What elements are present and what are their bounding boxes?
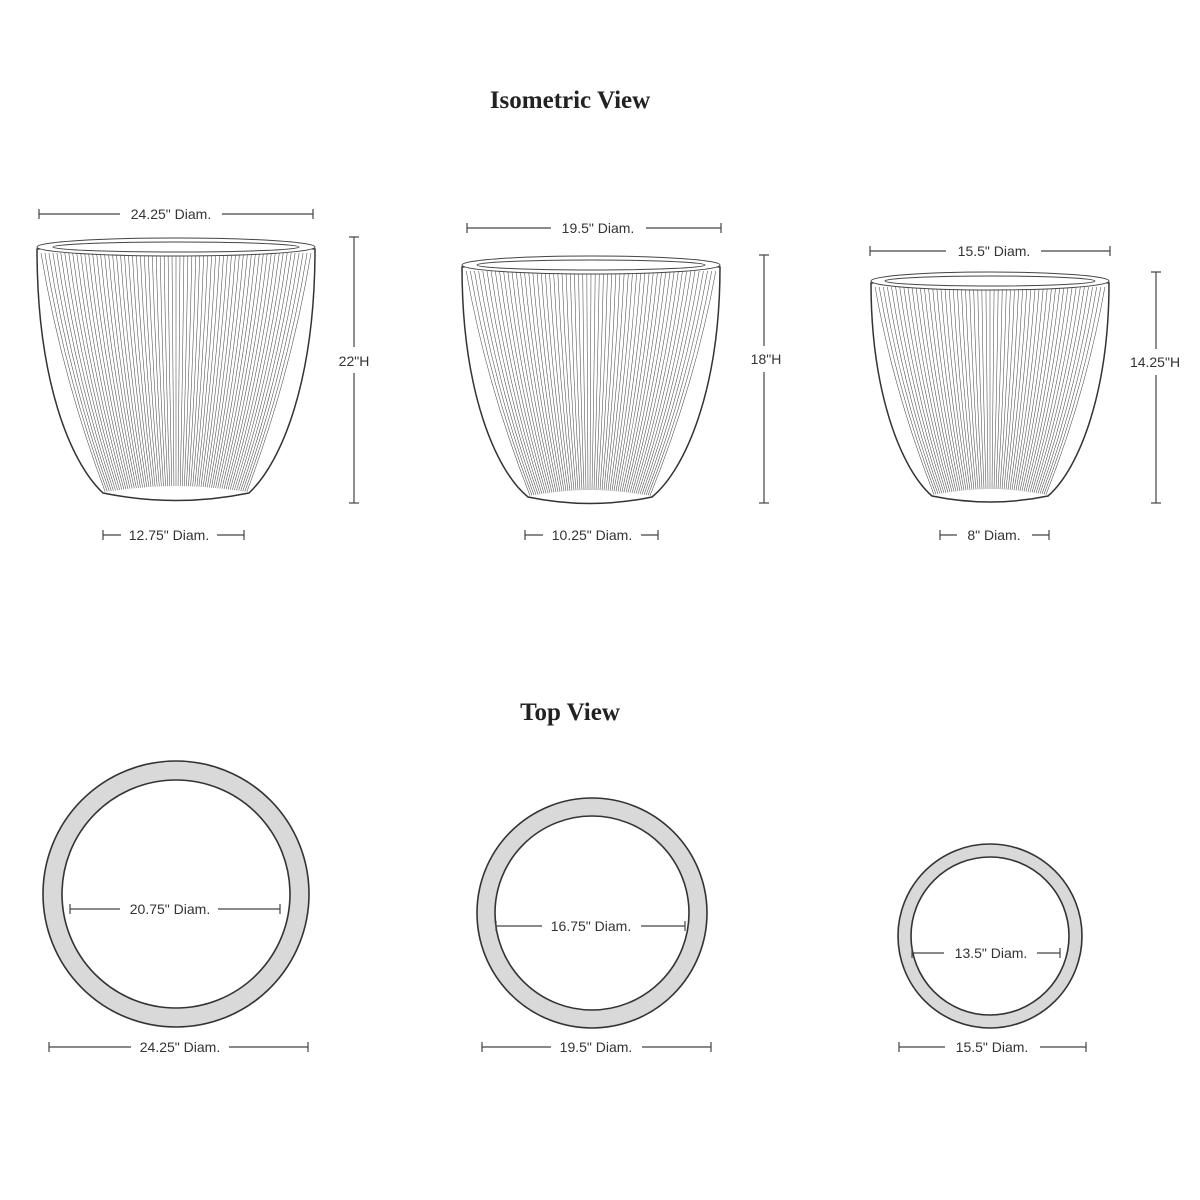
- iso-small-height-label: 14.25"H: [1129, 354, 1181, 370]
- iso-small-bottom-diameter-label: 8" Diam.: [967, 527, 1021, 543]
- iso-large-bottom-dimension: [103, 527, 244, 543]
- top-large-inner-circle: [62, 780, 290, 1008]
- iso-small-height-dimension: [1130, 272, 1180, 503]
- iso-medium-bottom-dimension: [525, 527, 658, 543]
- top-view-title: Top View: [520, 699, 620, 726]
- top-small-inner-circle: [911, 857, 1069, 1015]
- isometric-view-title: Isometric View: [489, 87, 651, 114]
- top-pot-medium: [477, 798, 711, 1055]
- iso-small-top-diameter-label: 15.5" Diam.: [957, 243, 1031, 259]
- top-medium-inner-diameter-label: 16.75" Diam.: [550, 918, 632, 934]
- iso-large-top-dimension: [39, 206, 313, 222]
- iso-large-height-dimension: [339, 237, 370, 503]
- iso-medium-bottom-diameter-label: 10.25" Diam.: [551, 527, 633, 543]
- top-pot-small: [898, 844, 1086, 1055]
- iso-pot-small: [870, 243, 1180, 543]
- iso-medium-top-diameter-label: 19.5" Diam.: [561, 220, 635, 236]
- iso-small-top-dimension: [870, 243, 1110, 259]
- top-large-outer-dimension: [49, 1039, 308, 1055]
- iso-medium-top-dimension: [467, 220, 721, 236]
- top-medium-outer-dimension: [482, 1039, 711, 1055]
- top-small-outer-dimension: [899, 1039, 1086, 1055]
- iso-large-bottom-diameter-label: 12.75" Diam.: [128, 527, 210, 543]
- iso-large-top-diameter-label: 24.25" Diam.: [130, 206, 212, 222]
- top-small-inner-diameter-label: 13.5" Diam.: [954, 945, 1028, 961]
- top-pot-large: [43, 761, 309, 1055]
- top-small-outer-diameter-label: 15.5" Diam.: [955, 1039, 1029, 1055]
- top-large-inner-diameter-label: 20.75" Diam.: [129, 901, 211, 917]
- top-large-outer-diameter-label: 24.25" Diam.: [139, 1039, 221, 1055]
- iso-pot-medium: [462, 220, 781, 543]
- iso-small-bottom-dimension: [940, 527, 1049, 543]
- iso-medium-pot-rim-inner: [477, 260, 705, 270]
- iso-small-pot-rim-inner: [885, 276, 1095, 286]
- iso-large-pot-rim-inner: [53, 242, 299, 252]
- iso-large-height-label: 22"H: [338, 353, 370, 369]
- top-medium-inner-circle: [495, 816, 689, 1010]
- iso-medium-height-label: 18"H: [750, 351, 782, 367]
- iso-pot-large: [37, 206, 369, 543]
- top-medium-outer-diameter-label: 19.5" Diam.: [559, 1039, 633, 1055]
- iso-medium-height-dimension: [751, 255, 782, 503]
